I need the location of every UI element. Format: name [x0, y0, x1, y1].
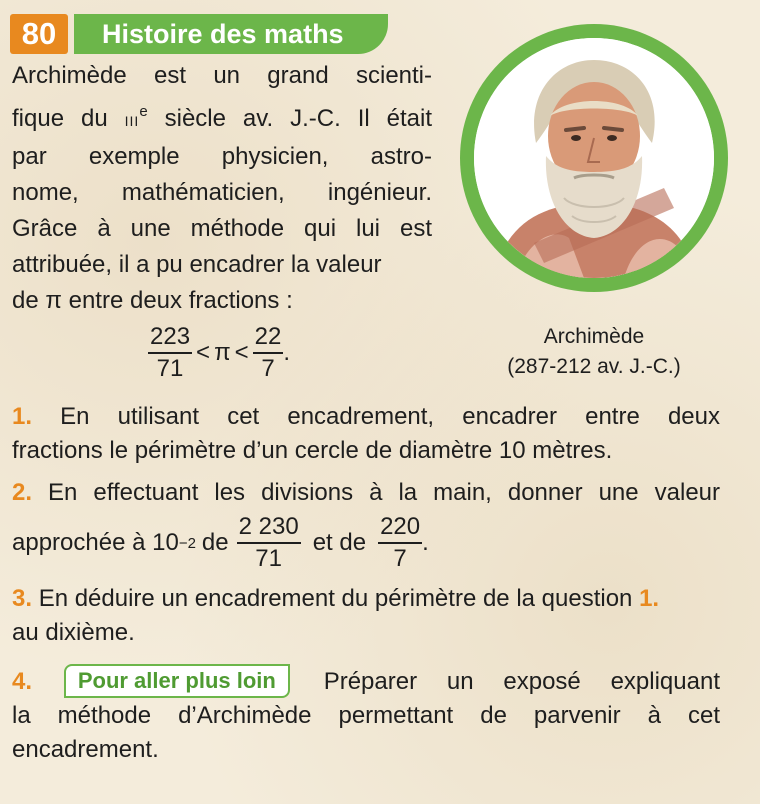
question-2-fractions: [12, 512, 429, 574]
portrait-dates: (287-212 av. J.-C.): [507, 355, 681, 378]
inequality-end: .: [283, 339, 291, 366]
question-line: [12, 400, 720, 434]
question-line: [12, 476, 720, 510]
exercise-number: 80: [10, 14, 68, 54]
intro-line: Archimède est un grand scienti-: [12, 62, 432, 89]
question-text: Préparer un exposé expliquant: [323, 668, 720, 695]
question-text: En utilisant cet encadrement, encadrer entre deux: [60, 403, 721, 430]
archimedes-portrait-icon: [474, 38, 714, 278]
question-reference: 1.: [639, 585, 660, 612]
question-line: au dixième.: [12, 619, 135, 646]
fraction-denominator: 7: [261, 355, 275, 382]
intro-paragraph: [12, 58, 432, 319]
fraction-223-71: [148, 322, 192, 384]
fraction-numerator: 223: [148, 322, 192, 354]
question-text: de: [201, 529, 229, 556]
fraction-denominator: 7: [393, 545, 407, 572]
question-text: En effectuant les divisions à la main, donner une valeur: [48, 479, 721, 506]
less-than-sign: <: [234, 339, 249, 366]
portrait-caption: [476, 322, 712, 382]
question-text: et de: [312, 529, 367, 556]
question-line: la méthode d’Archimède permettant de parvenir à cet: [12, 702, 720, 729]
fraction-numerator: 220: [378, 512, 422, 544]
intro-text: fique du: [12, 105, 108, 132]
fraction-numerator: 2 230: [237, 512, 301, 544]
fraction-2230-71: [237, 512, 301, 574]
intro-text: siècle av. J.-C. Il était: [164, 105, 433, 132]
fraction-denominator: 71: [156, 355, 184, 382]
question-text: approchée à 10: [12, 529, 179, 556]
pi-symbol: π: [45, 287, 62, 314]
question-number: 1.: [12, 403, 33, 430]
question-4: [12, 664, 720, 767]
century-roman: III: [124, 113, 140, 129]
question-line: fractions le périmètre d’un cercle de diamètre 10 mètres.: [12, 437, 613, 464]
question-line: [12, 582, 720, 616]
pi-inequality: [148, 322, 290, 384]
fraction-numerator: 22: [253, 322, 284, 354]
question-number: 4.: [12, 668, 33, 695]
less-than-sign: <: [196, 339, 211, 366]
fraction-220-7: [378, 512, 422, 574]
intro-line: par exemple physicien, astro-: [12, 143, 432, 170]
intro-line: [12, 94, 432, 139]
question-line: [12, 664, 720, 699]
archimedes-portrait-frame: [460, 24, 728, 292]
question-1: [12, 400, 720, 468]
question-2: [12, 476, 720, 510]
intro-text: entre deux fractions :: [68, 287, 293, 314]
question-end: .: [422, 529, 429, 556]
century-sup: e: [139, 103, 148, 120]
question-number: 3.: [12, 585, 33, 612]
exercise-title: Histoire des maths: [74, 14, 388, 54]
question-line: encadrement.: [12, 736, 159, 763]
intro-line: attribuée, il a pu encadrer la valeur: [12, 251, 382, 278]
intro-line: Grâce à une méthode qui lui est: [12, 215, 432, 242]
archimedes-portrait-image: [474, 38, 714, 278]
question-number: 2.: [12, 479, 33, 506]
exponent: −2: [178, 534, 196, 552]
fraction-denominator: 71: [255, 545, 282, 572]
question-text: En déduire un encadrement du périmètre de la question: [38, 585, 633, 612]
pi-symbol: π: [214, 339, 231, 366]
intro-text: de: [12, 287, 39, 314]
question-3: [12, 582, 720, 650]
pour-aller-plus-loin-badge: Pour aller plus loin: [64, 664, 290, 698]
portrait-name: Archimède: [543, 325, 645, 348]
intro-line: nome, mathématicien, ingénieur.: [12, 179, 432, 206]
fraction-22-7: [253, 322, 284, 384]
intro-line: [12, 283, 432, 319]
